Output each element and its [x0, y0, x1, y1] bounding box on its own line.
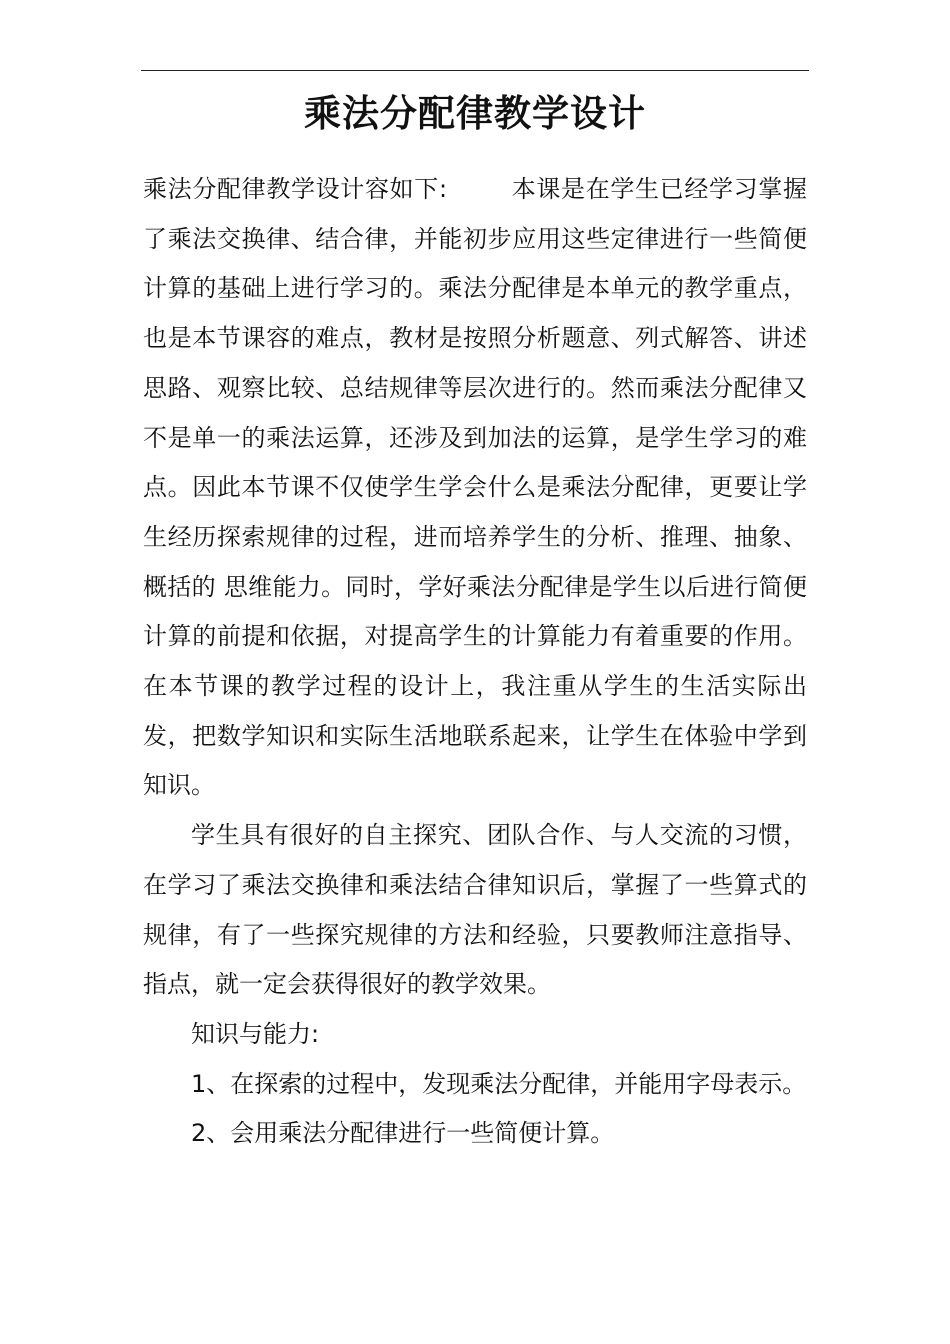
objective-2: 2、会用乘法分配律进行一些简便计算。 [191, 1119, 615, 1148]
objective-1: 1、在探索的过程中，发现乘法分配律，并能用字母表示。 [191, 1069, 807, 1098]
paragraph-2: 学生具有很好的自主探究、团队合作、与人交流的习惯，在学习了乘法交换律和乘法结合律知识后，掌握了一些算式的规律，有了一些探究规律的方法和经验，只要教师注意指导、指点，就一定会获得很好的教学效果。 [143, 821, 807, 999]
page-title: 乘法分配律教学设计 [304, 92, 646, 135]
section-heading-knowledge: 知识与能力: [191, 1019, 320, 1048]
intro-paragraph [143, 165, 807, 811]
intro-lead: 乘法分配律教学设计容如下: [143, 175, 448, 203]
header-rule [141, 70, 809, 71]
document-body [143, 165, 807, 1159]
paragraph-1: 本课是在学生已经学习掌握了乘法交换律、结合律，并能初步应用这些定律进行一些简便计算的基础上进行学习的。乘法分配律是本单元的教学重点，也是本节课容的难点，教材是按照分析题意、列式解答、讲述思路、观察比较、总结规律等层次进行的。然而乘法分配律又不是单一的乘法运算，还涉及到加法的运算，是学生学习的难点。因此本节课不仅使学生学会什么是乘法分配律，更要让学生经历探索规律的过程，进而培养学生的分析、推理、抽象、概括的 思维能力。同时，学好乘法分配律是学生以后进行简便计算的前提和依据，对提高学生的计算能力有着重要的作用。在本节课的教学过程的设计上，我注重从学生的生活实际出发，把数学知识和实际生活地联系起来，让学生在体验中学到知识。 [143, 175, 807, 800]
